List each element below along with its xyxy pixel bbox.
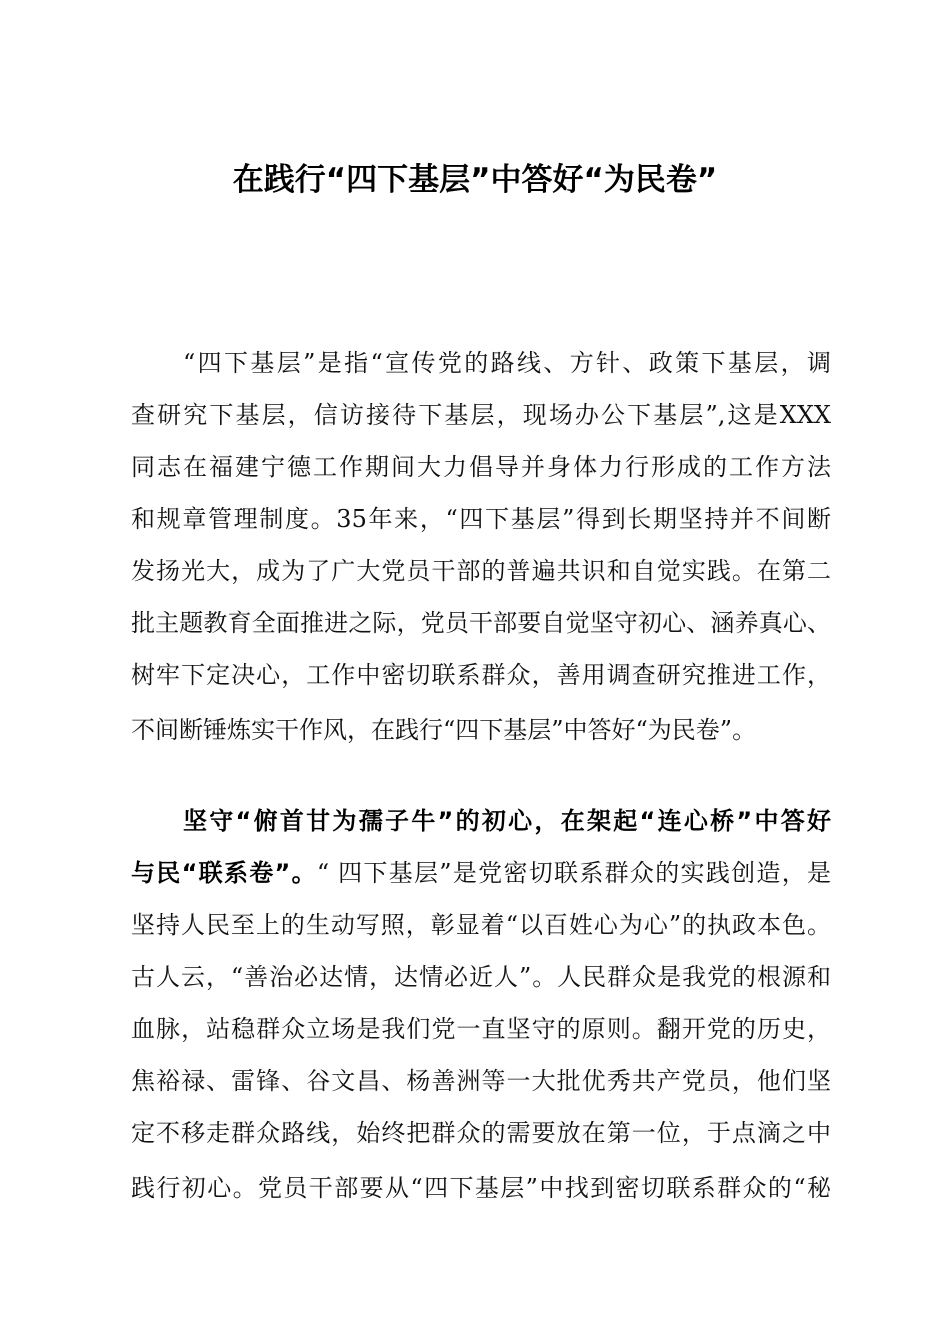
- text-run: “ 四下基层”是党密切联系群众的实践创造，是: [316, 859, 832, 887]
- text-line: 坚持人民至上的生动写照，彰显着“以百姓心为心”的执政本色。: [131, 911, 831, 939]
- paragraph-section-1: [131, 795, 831, 1213]
- text-line: 同志在福建宁德工作期间大力倡导并身体力行形成的工作方法: [131, 453, 831, 481]
- paragraph-intro: [131, 337, 831, 755]
- text-line: 不间断锤炼实干作风，在践行“四下基层”中答好“为民卷”。: [131, 716, 757, 744]
- text-line: 焦裕禄、雷锋、谷文昌、杨善洲等一大批优秀共产党员，他们坚: [131, 1067, 831, 1095]
- text-line: 定不移走群众路线，始终把群众的需要放在第一位，于点滴之中: [131, 1119, 831, 1147]
- text-line: 血脉，站稳群众立场是我们党一直坚守的原则。翻开党的历史，: [131, 1015, 831, 1043]
- document-title: 在践行“四下基层”中答好“为民卷”: [232, 162, 718, 198]
- text-line: 查研究下基层，信访接待下基层，现场办公下基层”,这是XXX: [131, 401, 831, 429]
- text-line: 批主题教育全面推进之际，党员干部要自觉坚守初心、涵养真心、: [131, 609, 831, 637]
- text-line: 和规章管理制度。35年来，“四下基层”得到长期坚持并不间断: [131, 505, 831, 533]
- text-line: 发扬光大，成为了广大党员干部的普遍共识和自觉实践。在第二: [131, 557, 831, 585]
- text-line: 践行初心。党员干部要从“四下基层”中找到密切联系群众的“秘: [131, 1174, 831, 1202]
- section-heading-line: 坚守“俯首甘为孺子牛”的初心，在架起“连心桥”中答好: [183, 807, 831, 835]
- text-line: 树牢下定决心，工作中密切联系群众，善用调查研究推进工作，: [131, 661, 831, 689]
- text-line-mixed: [131, 847, 831, 899]
- text-line: 古人云，“善治必达情，达情必近人”。人民群众是我党的根源和: [131, 963, 831, 991]
- text-line: “四下基层”是指“宣传党的路线、方针、政策下基层，调: [183, 349, 831, 377]
- section-heading-end: 与民“联系卷”。: [131, 859, 317, 887]
